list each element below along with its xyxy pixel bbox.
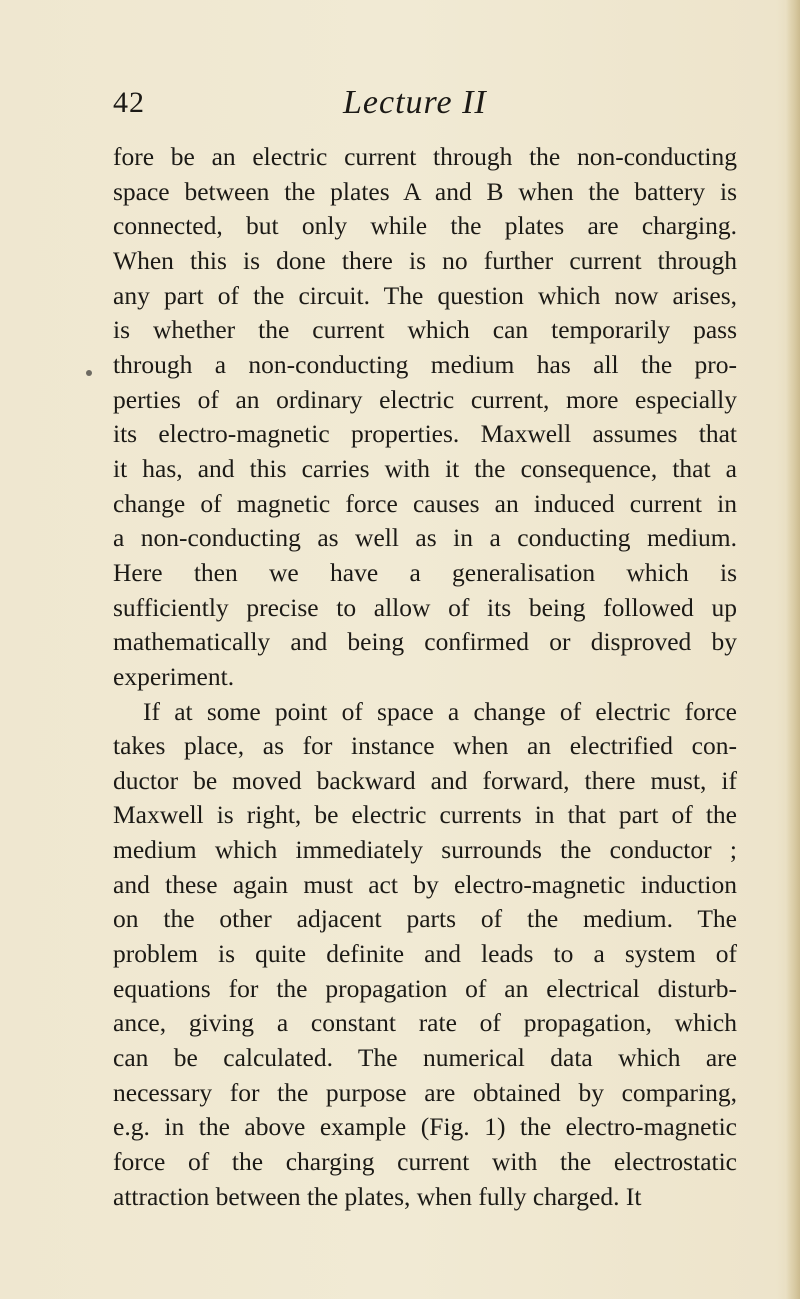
- text-line: e.g. in the above example (Fig. 1) the electro-magnetic: [113, 1112, 737, 1142]
- page-number: 42: [113, 86, 145, 119]
- text-line: necessary for the purpose are obtained by comparing,: [113, 1077, 737, 1107]
- text-line: through a non-conducting medium has all the pro-: [113, 349, 737, 379]
- text-line: Here then we have a generalisation which is: [113, 557, 737, 587]
- text-line: it has, and this carries with it the consequence, that a: [113, 453, 737, 483]
- running-title: Lecture II: [343, 84, 487, 121]
- text-line: When this is done there is no further current through: [113, 245, 737, 275]
- text-line: Maxwell is right, be electric currents in that part of the: [113, 800, 737, 830]
- text-line: equations for the propagation of an electrical disturb-: [113, 973, 737, 1003]
- body-text: [113, 140, 737, 1214]
- text-line: ductor be moved backward and forward, there must, if: [113, 765, 737, 795]
- text-line: is whether the current which can temporarily pass: [113, 315, 737, 345]
- text-line: problem is quite definite and leads to a system of: [113, 939, 737, 969]
- text-line: force of the charging current with the electrostatic: [113, 1147, 737, 1177]
- paragraph: [113, 695, 737, 1215]
- text-line: change of magnetic force causes an induced current in: [113, 488, 737, 518]
- text-line: any part of the circuit. The question which now arises,: [113, 280, 737, 310]
- paragraph: [113, 140, 737, 695]
- text-line: attraction between the plates, when fully charged. It: [113, 1181, 642, 1211]
- text-line: and these again must act by electro-magnetic induction: [113, 869, 737, 899]
- ink-spot: [86, 370, 92, 376]
- text-line: medium which immediately surrounds the conductor ;: [113, 835, 737, 865]
- text-line: on the other adjacent parts of the medium. The: [113, 904, 737, 934]
- text-line: takes place, as for instance when an electrified con-: [113, 731, 737, 761]
- page-edge-shadow: [786, 0, 800, 1299]
- text-line: can be calculated. The numerical data which are: [113, 1043, 737, 1073]
- text-line: connected, but only while the plates are charging.: [113, 211, 737, 241]
- page-header: [113, 84, 733, 128]
- text-line: ance, giving a constant rate of propagation, which: [113, 1008, 737, 1038]
- text-line: perties of an ordinary electric current, more especially: [113, 384, 737, 414]
- text-line: sufficiently precise to allow of its being followed up: [113, 592, 737, 622]
- text-line: its electro-magnetic properties. Maxwell assumes that: [113, 419, 737, 449]
- text-line: mathematically and being confirmed or disproved by: [113, 627, 737, 657]
- text-line: space between the plates A and B when the battery is: [113, 176, 737, 206]
- text-line: experiment.: [113, 661, 235, 691]
- text-line: If at some point of space a change of electric force: [143, 696, 737, 726]
- text-line: fore be an electric current through the non-conducting: [113, 142, 737, 171]
- text-line: a non-conducting as well as in a conducting medium.: [113, 523, 737, 553]
